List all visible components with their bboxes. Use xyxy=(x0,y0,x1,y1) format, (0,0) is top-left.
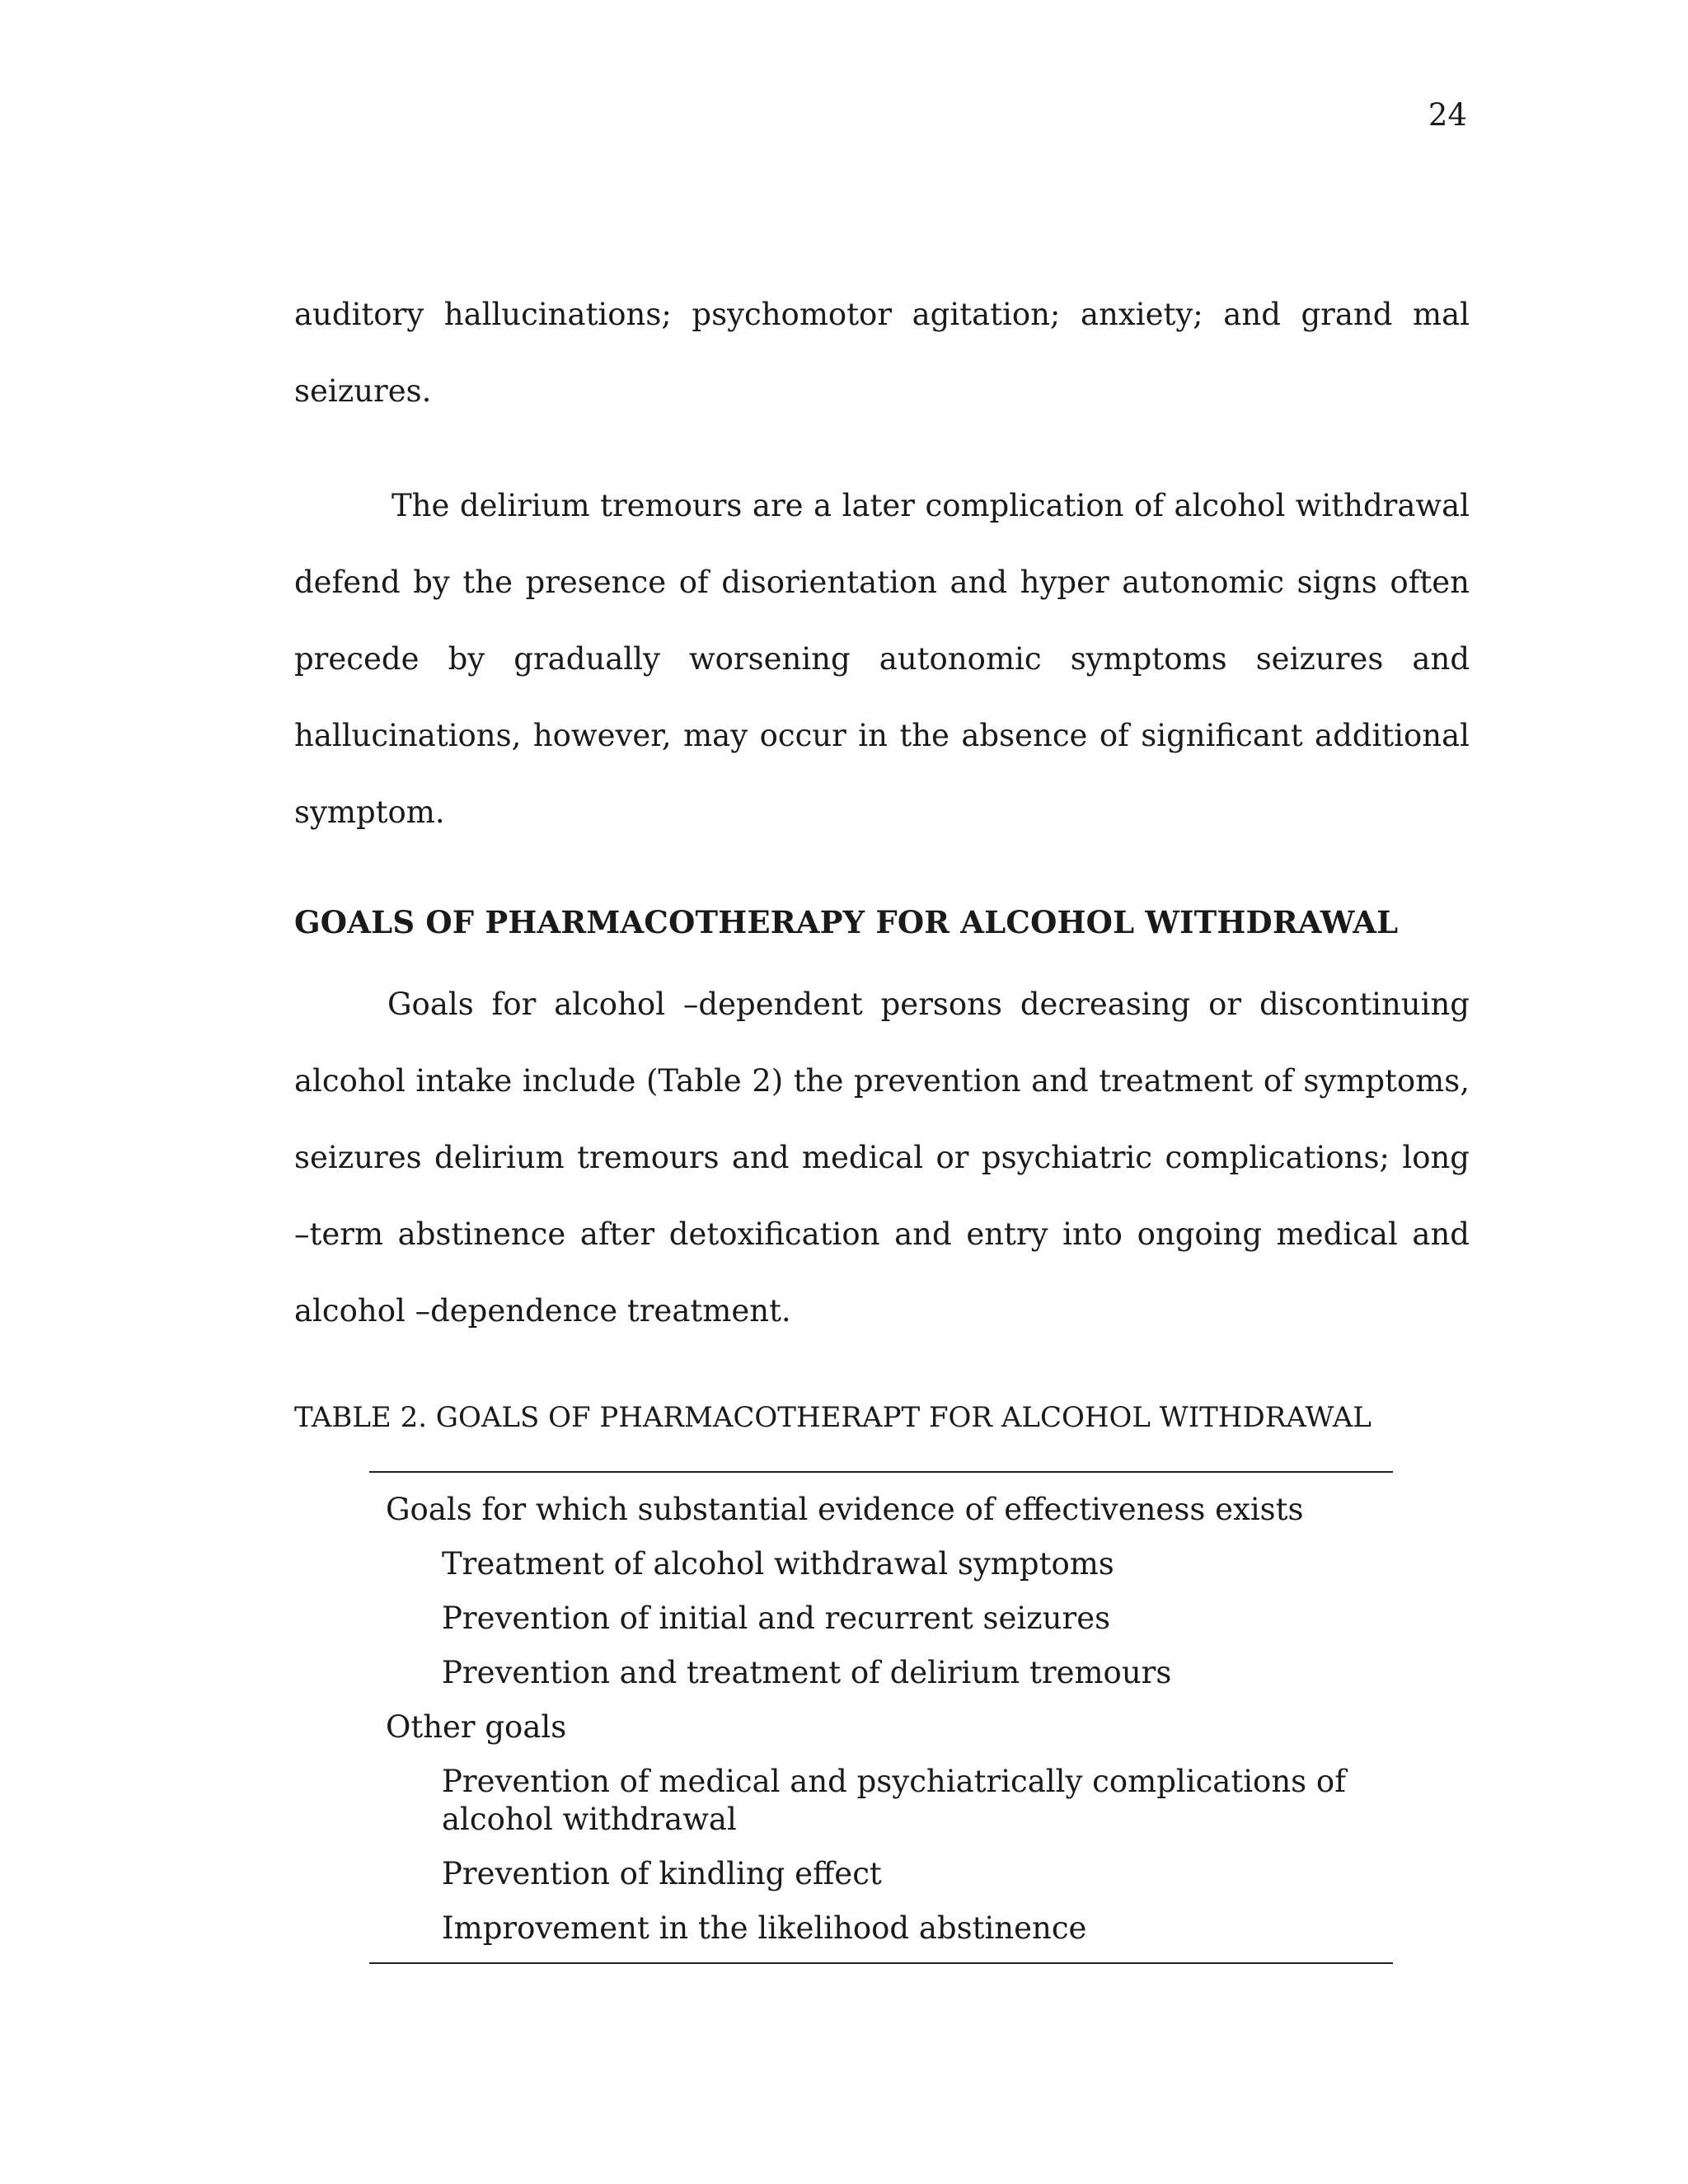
table-item: Prevention of initial and recurrent seizures xyxy=(442,1601,1111,1636)
paragraph-goals: Goals for alcohol –dependent persons decreasing or discontinuing alcohol intake include (Table 2) the prevention and treatment of symptoms, seizures delirium tremours and medical or psychiatric complications; long –term abstinence after detoxification and entry into ongoing medical and alcohol –dependence treatment. xyxy=(294,987,1470,1329)
section-heading: GOALS OF PHARMACOTHERAPY FOR ALCOHOL WITHDRAWAL xyxy=(294,904,1399,940)
paragraph-delirium-tremours: The delirium tremours are a later complication of alcohol withdrawal defend by the presence of disorientation and hyper autonomic signs often precede by gradually worsening autonomic symptoms seizures and hallucinations, however, may occur in the absence of significant additional symptom. xyxy=(294,488,1470,830)
table-item: Prevention of medical and psychiatrically complications of alcohol withdrawal xyxy=(442,1764,1346,1837)
table-item: Treatment of alcohol withdrawal symptoms xyxy=(442,1546,1114,1582)
table-group-label: Goals for which substantial evidence of effectiveness exists xyxy=(386,1492,1304,1527)
table-item: Prevention and treatment of delirium tremours xyxy=(442,1655,1172,1690)
paragraph-symptoms-continued: auditory hallucinations; psychomotor agitation; anxiety; and grand mal seizures. xyxy=(294,297,1470,409)
table-caption: TABLE 2. GOALS OF PHARMACOTHERAPT FOR ALCOHOL WITHDRAWAL xyxy=(294,1401,1372,1434)
table-group-label: Other goals xyxy=(386,1709,567,1745)
table-item: Prevention of kindling effect xyxy=(442,1856,882,1891)
table-item: Improvement in the likelihood abstinence xyxy=(442,1910,1087,1946)
page-number: 24 xyxy=(1428,97,1467,133)
goals-table xyxy=(369,1471,1393,1964)
